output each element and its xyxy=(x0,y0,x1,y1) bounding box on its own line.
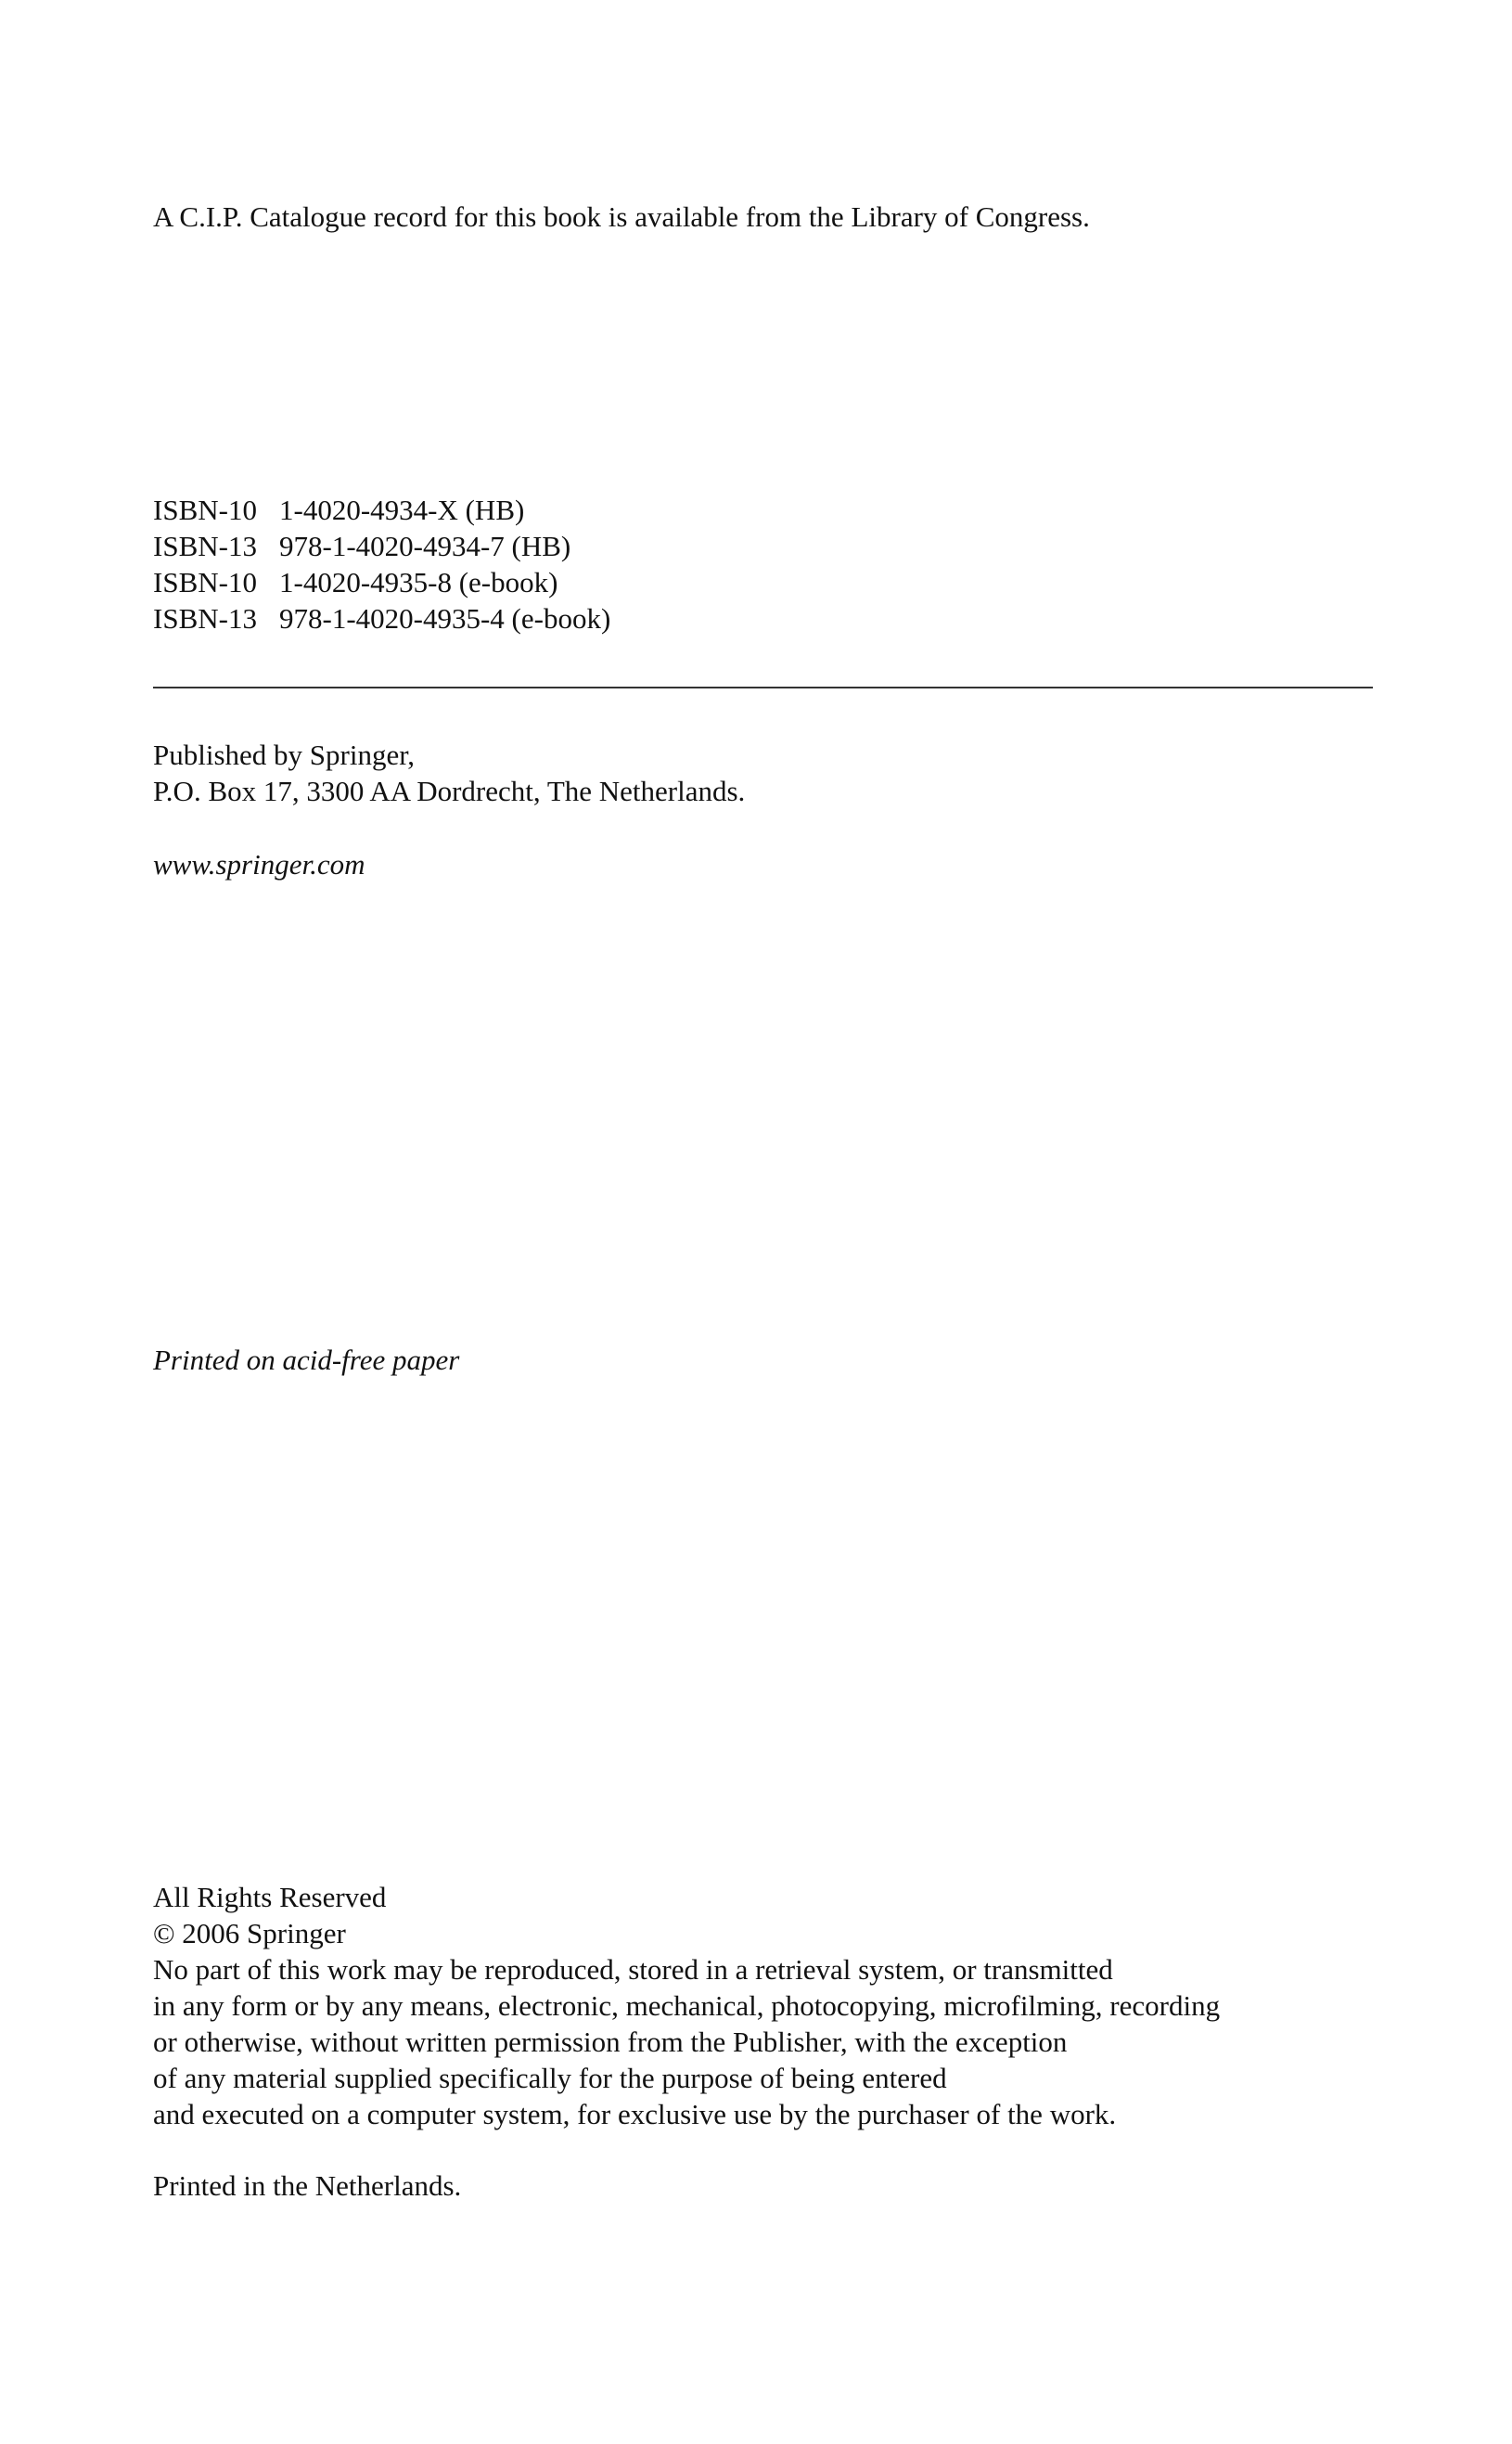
printed-in: Printed in the Netherlands. xyxy=(153,2169,462,2202)
rights-statement-line: in any form or by any means, electronic, mechanical, photocopying, microfilming, recording xyxy=(153,1989,1221,2022)
rights-block xyxy=(153,1879,1220,2132)
isbn-row xyxy=(153,528,610,564)
publisher-line: Published by Springer, xyxy=(153,739,416,771)
isbn-code: ISBN-13 xyxy=(153,602,257,635)
isbn-code: ISBN-13 xyxy=(153,530,257,562)
isbn-list xyxy=(153,492,610,637)
isbn-value: 1-4020-4934-X (HB) xyxy=(279,494,525,526)
paper-note: Printed on acid-free paper xyxy=(153,1344,460,1376)
rights-statement-line: and executed on a computer system, for exclusive use by the purchaser of the work. xyxy=(153,2098,1117,2130)
isbn-value: 978-1-4020-4934-7 (HB) xyxy=(279,530,571,562)
horizontal-divider xyxy=(153,687,1373,688)
isbn-row xyxy=(153,600,610,637)
rights-statement-line: No part of this work may be reproduced, stored in a retrieval system, or transmitted xyxy=(153,1953,1113,1986)
isbn-value: 978-1-4020-4935-4 (e-book) xyxy=(279,602,611,635)
isbn-value: 1-4020-4935-8 (e-book) xyxy=(279,566,558,598)
publisher-address: P.O. Box 17, 3300 AA Dordrecht, The Netherlands. xyxy=(153,775,746,807)
isbn-code: ISBN-10 xyxy=(153,494,257,526)
rights-statement-line: or otherwise, without written permission from the Publisher, with the exception xyxy=(153,2026,1068,2058)
copyright-line: © 2006 Springer xyxy=(153,1917,346,1949)
rights-statement-line: of any material supplied specifically for the purpose of being entered xyxy=(153,2062,947,2094)
isbn-row xyxy=(153,492,610,528)
isbn-code: ISBN-10 xyxy=(153,566,257,598)
publisher-website: www.springer.com xyxy=(153,848,365,881)
isbn-row xyxy=(153,564,610,600)
rights-reserved: All Rights Reserved xyxy=(153,1881,387,1913)
cip-notice: A C.I.P. Catalogue record for this book is available from the Library of Congress. xyxy=(153,200,1090,233)
publisher-block xyxy=(153,737,745,809)
